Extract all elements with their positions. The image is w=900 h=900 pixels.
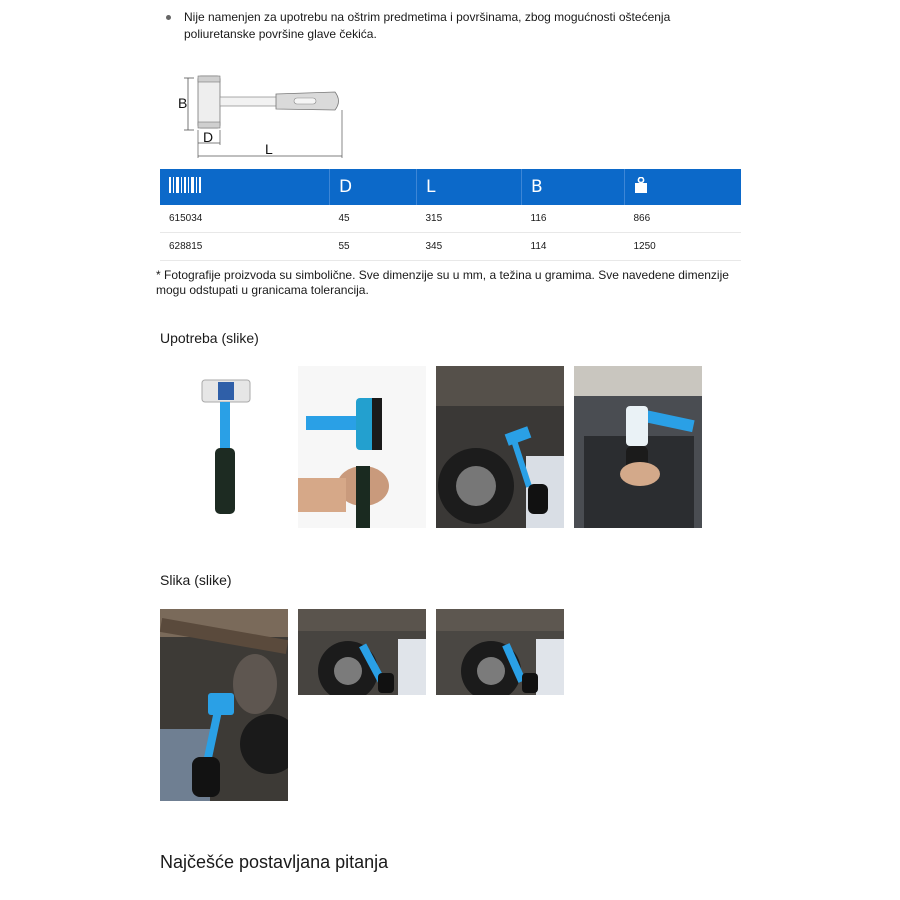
usage-photo-4[interactable] [574,366,702,528]
cell-code: 628815 [160,233,330,261]
faq-section-title: Najčešće postavljana pitanja [160,852,389,872]
usage-photo-2[interactable] [298,366,426,528]
header-weight [625,169,742,205]
header-l: L [417,169,522,205]
footnote: * Fotografije proizvoda su simbolične. Sve dimenzije su u mm, a težina u gramima. Sve navedene dimenzije mogu odstupati u granicama tolerancija. [156,268,729,297]
bullet-item [166,9,726,43]
label-l: L [265,141,273,157]
gallery-photo-1[interactable] [160,609,288,801]
gallery-photo-3[interactable] [436,609,564,695]
cell-weight: 866 [625,205,742,233]
cell-l: 315 [417,205,522,233]
header-b: B [522,169,625,205]
bullet-dot [166,15,171,20]
weight-icon [634,177,648,193]
bullet-text: Nije namenjen za upotrebu na oštrim predmetima i površinama, zbog mogućnosti oštećenja poliuretanske površine glave čekića. [184,10,671,41]
cell-b: 114 [522,233,625,261]
cell-l: 345 [417,233,522,261]
usage-photo-3[interactable] [436,366,564,528]
label-d: D [203,129,214,145]
cell-d: 45 [330,205,417,233]
barcode-icon [169,177,201,193]
usage-section-title: Upotreba (slike) [160,330,259,346]
usage-photo-1[interactable] [160,366,288,528]
header-d: D [330,169,417,205]
gallery-photo-2[interactable] [298,609,426,695]
table-row [160,233,741,261]
cell-d: 55 [330,233,417,261]
cell-weight: 1250 [625,233,742,261]
images-section-title: Slika (slike) [160,572,232,588]
table-row [160,205,741,233]
dimension-diagram [170,70,360,165]
cell-b: 116 [522,205,625,233]
cell-code: 615034 [160,205,330,233]
table-header-row [160,169,741,205]
header-barcode [160,169,330,205]
label-b: B [178,95,188,111]
spec-table [160,169,741,261]
